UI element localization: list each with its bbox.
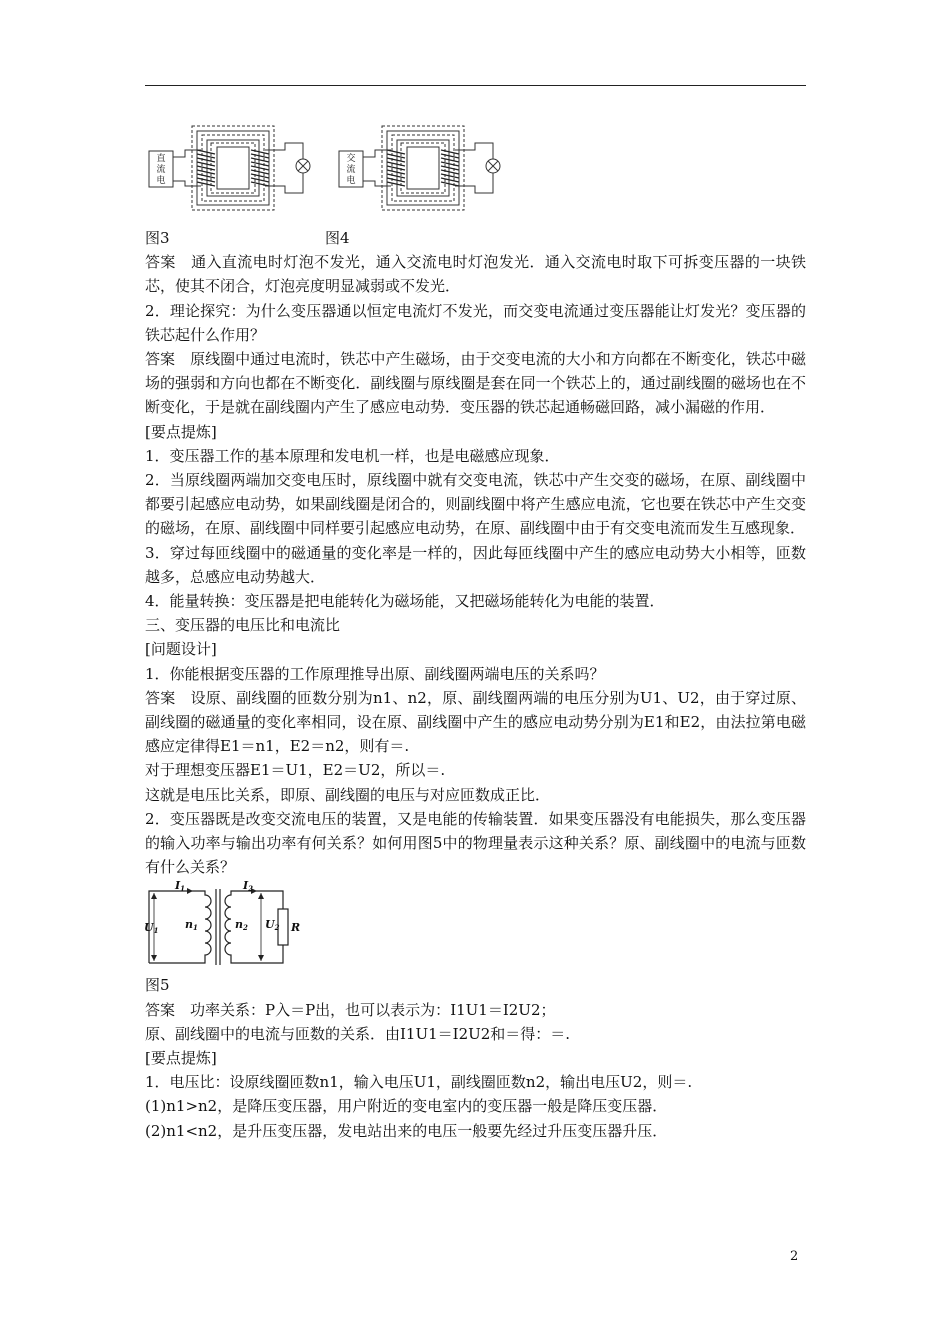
resistor [278,909,288,945]
label-I2: I2 [243,879,254,894]
section-heading: 三、变压器的电压比和电流比 [145,616,341,635]
page-content [145,226,806,1143]
answer-paragraph: 答案 原线圈中通过电流时，铁芯中产生磁场，由于交变电流的大小和方向都在不断变化，铁芯中磁场的强弱和方向也都在不断变化．副线圈与原线圈是套在同一个铁芯上的，通过副线圈的磁场也在不断变化，于是就在副线圈内产生了感应电动势．变压器的铁芯起通畅磁回路，减小漏磁的作用． [145,350,806,417]
header-rule [145,85,806,86]
answer-paragraph: 答案 通入直流电时灯泡不发光，通入交流电时灯泡发光．通入交流电时取下可拆变压器的一块铁芯，使其不闭合，灯泡亮度明显减弱或不发光． [145,253,806,296]
figure-4-ac-transformer [335,125,510,220]
section-tag: [要点提炼] [145,422,217,441]
body-paragraph: 原、副线圈中的电流与匝数的关系．由I1U1＝I2U2和＝得：＝. [145,1024,571,1043]
question-paragraph: 1．你能根据变压器的工作原理推导出原、副线圈两端电压的关系吗？ [145,664,605,683]
key-point: 2．当原线圈两端加交变电压时，原线圈中就有交变电流，铁芯中产生交变的磁场，在原、副线圈中都要引起感应电动势，如果副线圈是闭合的，则副线圈中将产生感应电流，它也要在铁芯中产生交变的磁场，在原、副线圈中同样要引起感应电动势，在原、副线圈中由于有交变电流而发生互感现象． [145,471,806,538]
body-paragraph: 对于理想变压器E1＝U1，E2＝U2，所以＝. [145,761,446,780]
figure-3-dc-transformer [145,125,320,220]
source-label: 流 [346,165,356,175]
label-I1: I1 [175,879,186,894]
answer-paragraph: 答案 功率关系：P入＝P出，也可以表示为：I1U1＝I2U2； [145,1000,556,1019]
figure-3-caption: 图3 [145,229,170,247]
source-label: 直 [156,154,166,164]
key-point: 3．穿过每匝线圈中的磁通量的变化率是一样的，因此每匝线圈中产生的感应电动势大小相等，匝数越多，总感应电动势越大． [145,543,806,586]
label-R: R [291,921,301,935]
figure-5-caption: 图5 [145,976,170,995]
key-point: 1．电压比：设原线圈匝数n1，输入电压U1，副线圈匝数n2，输出电压U2，则＝. [145,1073,693,1092]
answer-paragraph: 答案 设原、副线圈的匝数分别为n1、n2，原、副线圈两端的电压分别为U1、U2，由于穿过原、副线圈的磁通量的变化率相同，设在原、副线圈中产生的感应电动势分别为E1和E2，由法拉第电磁感应定律得E1＝n1，E2＝n2，则有＝. [145,688,806,756]
transformer-figures [145,125,806,220]
label-n2: n2 [235,918,248,933]
key-point: 4．能量转换：变压器是把电能转化为磁场能，又把磁场能转化为电能的装置． [145,592,665,611]
body-paragraph: 这就是电压比关系，即原、副线圈的电压与对应匝数成正比． [145,785,551,804]
figure-4-caption: 图4 [325,229,350,247]
label-U1: U1 [144,921,159,936]
label-U2: U2 [265,918,280,933]
figure-captions [145,226,806,250]
section-tag: [问题设计] [145,640,217,659]
section-tag: [要点提炼] [145,1049,217,1068]
source-label: 电 [346,176,356,186]
key-point: (2)n1<n2，是升压变压器，发电站出来的电压一般要先经过升压变压器升压． [145,1121,668,1140]
question-paragraph: 2．变压器既是改变交流电压的装置，又是电能的传输装置．如果变压器没有电能损失，那么变压器的输入功率与输出功率有何关系？如何用图5中的物理量表示这种关系？原、副线圈中的电流与匝数有什么关系？ [145,809,806,877]
question-paragraph: 2．理论探究：为什么变压器通以恒定电流灯不发光，而交变电流通过变压器能让灯发光？变压器的铁芯起什么作用？ [145,301,806,344]
key-point: 1．变压器工作的基本原理和发电机一样，也是电磁感应现象． [145,446,560,465]
key-point: (1)n1>n2，是降压变压器，用户附近的变电室内的变压器一般是降压变压器． [145,1097,668,1116]
source-label: 流 [156,165,166,175]
page-number: 2 [790,1249,799,1264]
source-label: 电 [156,176,166,186]
source-label: 交 [346,154,356,164]
figure-5-circuit [144,879,305,971]
label-n1: n1 [185,918,198,933]
